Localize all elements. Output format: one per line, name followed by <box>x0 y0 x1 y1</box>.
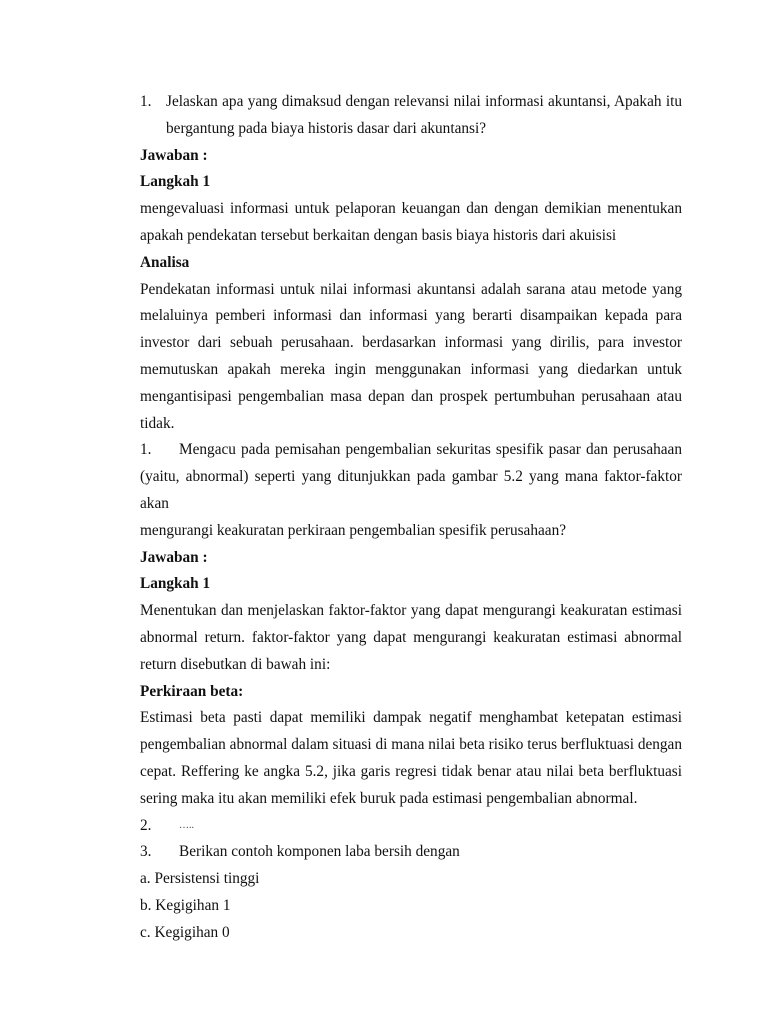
text-line: Jawaban : <box>140 548 208 566</box>
text-line: melaluinya pemberi informasi dan informasi yang berarti disampaikan kepada para <box>140 307 682 325</box>
list-number: 3. <box>140 843 152 861</box>
text-line: c. Kegigihan 0 <box>140 923 230 941</box>
text-line: cepat. Reffering ke angka 5.2, jika garis regresi tidak benar atau nilai beta berfluktuasi <box>140 762 682 780</box>
text-line: sering maka itu akan memiliki efek buruk pada estimasi pengembalian abnormal. <box>140 789 638 807</box>
text-line: (yaitu, abnormal) seperti yang ditunjukkan pada gambar 5.2 yang mana faktor-faktor akan <box>140 468 682 512</box>
text-line: investor dari sebuah perusahaan. berdasarkan informasi yang dirilis, para investor <box>140 334 682 352</box>
text-line: pengembalian abnormal dalam situasi di mana nilai beta risiko terus berfluktuasi dengan <box>140 736 682 754</box>
text-line: abnormal return. faktor-faktor yang dapat mengurangi keakuratan estimasi abnormal <box>140 628 682 646</box>
text-line: memutuskan apakah mereka ingin menggunakan informasi yang diedarkan untuk <box>140 360 682 378</box>
text-line: Estimasi beta pasti dapat memiliki dampak negatif menghambat ketepatan estimasi <box>140 709 682 727</box>
text-line <box>140 813 682 840</box>
step-paragraph <box>140 598 682 678</box>
text-line: Analisa <box>140 253 190 271</box>
analysis-paragraph <box>140 277 682 438</box>
text-line <box>140 839 682 866</box>
beta-heading <box>140 679 682 706</box>
text-line: mengantisipasi pengembalian masa depan dan prospek pertumbuhan perusahaan atau <box>140 387 682 405</box>
question-3 <box>140 839 682 866</box>
option-a <box>140 866 682 893</box>
text-line: tidak. <box>140 414 175 432</box>
option-b <box>140 893 682 920</box>
text-line: Jawaban : <box>140 146 208 164</box>
text-line: Langkah 1 <box>140 575 211 593</box>
list-number: 1. <box>140 441 152 459</box>
question-placeholder <box>140 813 682 840</box>
text-line: b. Kegigihan 1 <box>140 896 231 914</box>
question-1 <box>140 89 682 143</box>
text-line: bergantung pada biaya historis dasar dari akuntansi? <box>166 119 487 137</box>
step-paragraph <box>140 196 682 250</box>
step-heading <box>140 169 682 196</box>
question-2 <box>140 437 682 544</box>
step-heading <box>140 571 682 598</box>
text-line: Menentukan dan menjelaskan faktor-faktor yang dapat mengurangi keakuratan estimasi <box>140 602 682 620</box>
text-line: Pendekatan informasi untuk nilai informasi akuntansi adalah sarana atau metode yang <box>140 280 682 298</box>
text-line: return disebutkan di bawah ini: <box>140 655 331 673</box>
option-c <box>140 920 682 947</box>
line-text: Jelaskan apa yang dimaksud dengan relevansi nilai informasi akuntansi, Apakah itu <box>166 93 682 110</box>
text-line: mengurangi keakuratan perkiraan pengembalian spesifik perusahaan? <box>140 521 567 539</box>
text-line: Langkah 1 <box>140 173 211 191</box>
list-number: 1. <box>140 93 152 110</box>
text-line <box>140 89 682 116</box>
document-page <box>140 89 682 947</box>
text-line: mengevaluasi informasi untuk pelaporan keuangan dan dengan demikian menentukan <box>140 200 682 218</box>
text-line: Perkiraan beta: <box>140 682 244 700</box>
line-text: Berikan contoh komponen laba bersih dengan <box>179 843 460 861</box>
list-number: 2. <box>140 816 152 834</box>
answer-heading <box>140 545 682 572</box>
text-line: apakah pendekatan tersebut berkaitan dengan basis biaya historis dari akuisisi <box>140 226 617 244</box>
analysis-heading <box>140 250 682 277</box>
text-line <box>140 437 682 464</box>
beta-paragraph <box>140 705 682 812</box>
answer-heading <box>140 143 682 170</box>
line-text: ….. <box>179 819 194 831</box>
text-line: a. Persistensi tinggi <box>140 870 260 888</box>
line-text: Mengacu pada pemisahan pengembalian sekuritas spesifik pasar dan perusahaan <box>179 441 682 459</box>
